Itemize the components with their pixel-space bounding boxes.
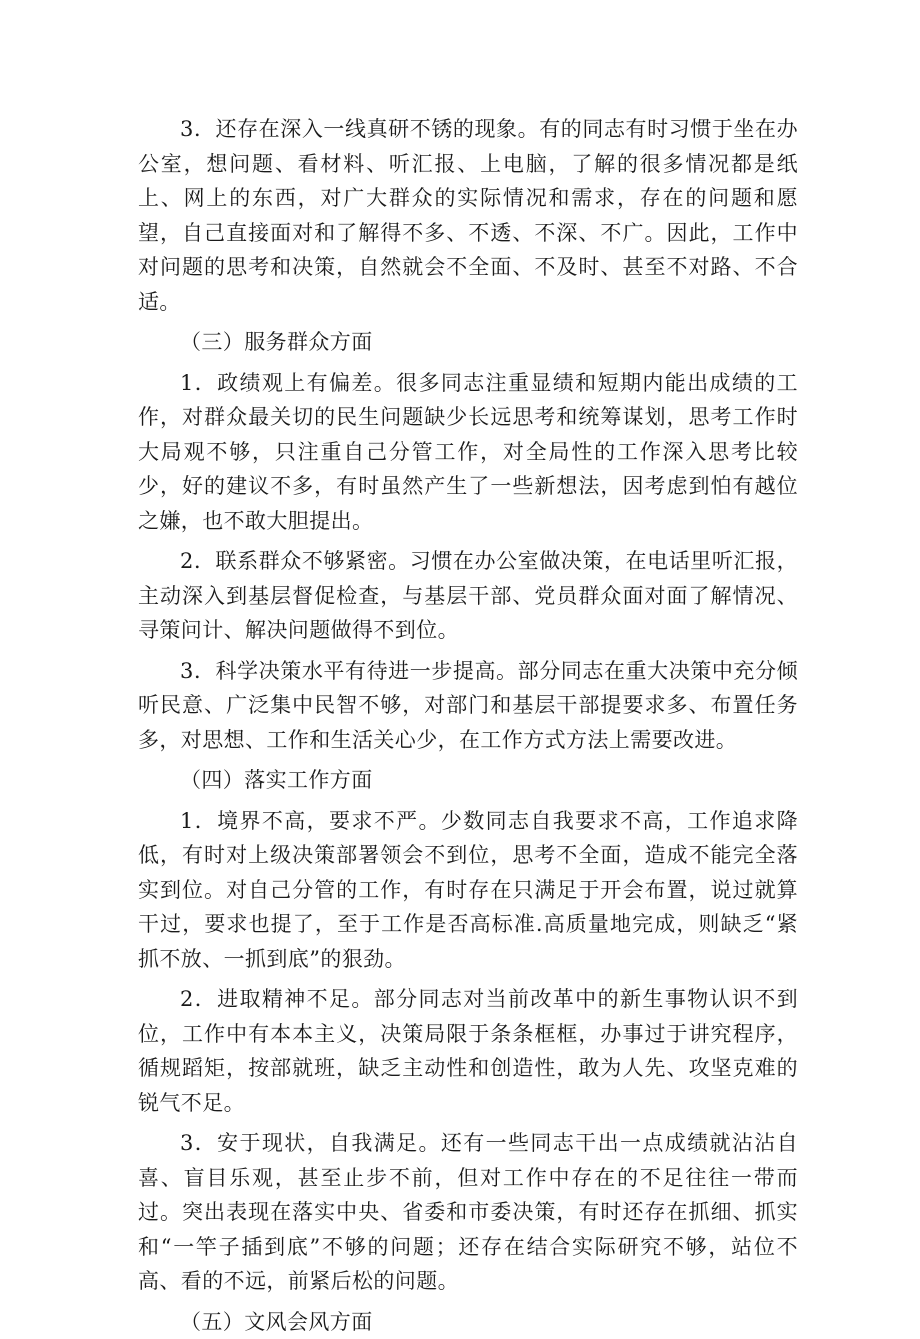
paragraph-scientific-decision-making: 3．科学决策水平有待进一步提高。部分同志在重大决策中充分倾听民意、广泛集中民智不够，对部门和基层干部提要求多、布置任务多，对思想、工作和生活关心少，在工作方式方法上需要改进。	[138, 654, 798, 758]
paragraph-lack-of-grassroots-research: 3．还存在深入一线真研不锈的现象。有的同志有时习惯于坐在办公室，想问题、看材料、听汇报、上电脑，了解的很多情况都是纸上、网上的东西，对广大群众的实际情况和需求，存在的问题和愿望，自己直接面对和了解得不多、不透、不深、不广。因此，工作中对问题的思考和决策，自然就会不全面、不及时、甚至不对路、不合适。	[138, 112, 798, 319]
paragraph-insufficient-contact-with-masses: 2．联系群众不够紧密。习惯在办公室做决策，在电话里听汇报，主动深入到基层督促检查，与基层干部、党员群众面对面了解情况、寻策问计、解决问题做得不到位。	[138, 544, 798, 648]
section-heading-implementing-work: （四）落实工作方面	[138, 763, 798, 798]
paragraph-low-standards: 1．境界不高，要求不严。少数同志自我要求不高，工作追求降低，有时对上级决策部署领会不到位，思考不全面，造成不能完全落实到位。对自己分管的工作，有时存在只满足于开会布置，说过就算干过，要求也提了，至于工作是否高标准.高质量地完成，则缺乏“紧抓不放、一抓到底”的狠劲。	[138, 804, 798, 977]
paragraph-complacency: 3．安于现状，自我满足。还有一些同志干出一点成绩就沾沾自喜、盲目乐观，甚至止步不前，但对工作中存在的不足往往一带而过。突出表现在落实中央、省委和市委决策，有时还存在抓细、抓实和“一竿子插到底”不够的问题；还存在结合实际研究不够，站位不高、看的不远，前紧后松的问题。	[138, 1126, 798, 1299]
section-heading-serving-masses: （三）服务群众方面	[138, 325, 798, 360]
paragraph-performance-view-deviation: 1．政绩观上有偏差。很多同志注重显绩和短期内能出成绩的工作，对群众最关切的民生问题缺少长远思考和统筹谋划，思考工作时大局观不够，只注重自己分管工作，对全局性的工作深入思考比较少，好的建议不多，有时虽然产生了一些新想法，因考虑到怕有越位之嫌，也不敢大胆提出。	[138, 366, 798, 539]
paragraph-lack-of-initiative: 2．进取精神不足。部分同志对当前改革中的新生事物认识不到位，工作中有本本主义，决策局限于条条框框，办事过于讲究程序，循规蹈矩，按部就班，缺乏主动性和创造性，敢为人先、攻坚克难的锐气不足。	[138, 982, 798, 1120]
section-heading-writing-and-meeting-style: （五）文风会风方面	[138, 1305, 798, 1339]
document-page	[138, 112, 798, 1339]
